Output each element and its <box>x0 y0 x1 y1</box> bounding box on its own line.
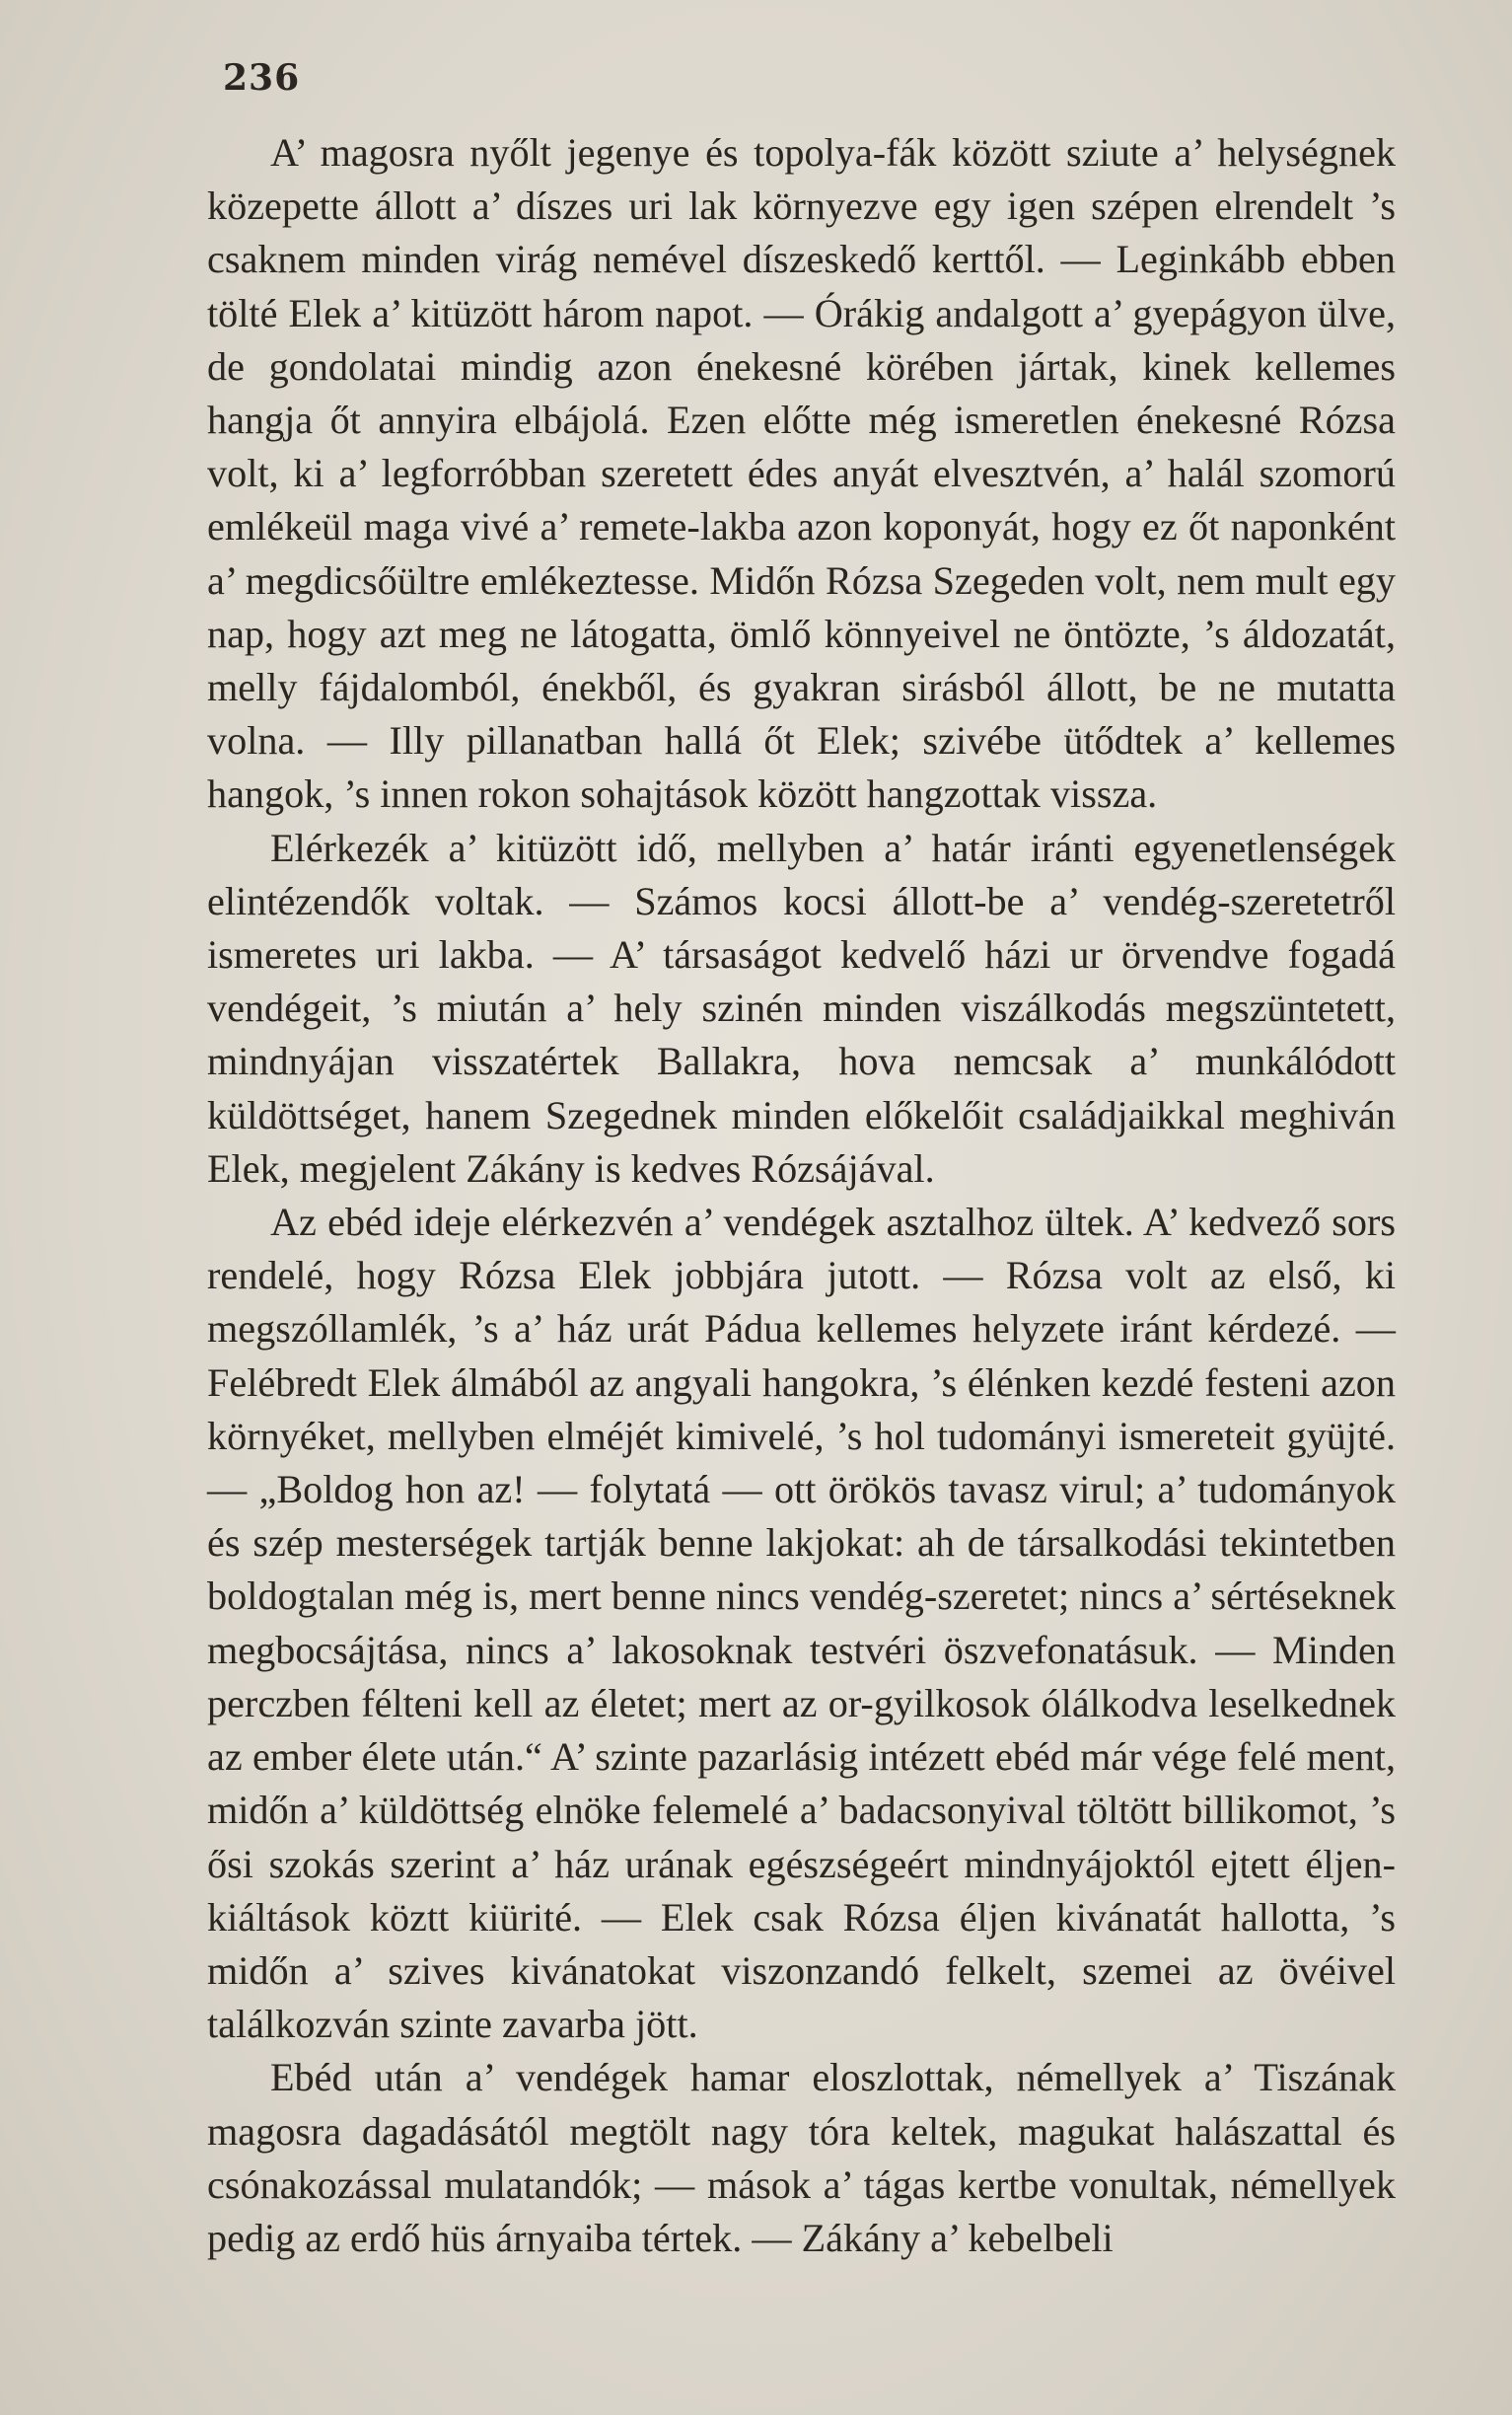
paragraph-1: A’ magosra nyőlt jegenye és topolya-fák között sziute a’ helységnek közepette állott a’ díszes uri lak környezve egy igen szépen elrendelt ’s csaknem minden virág nemével díszeskedő kerttől. — Leginkább ebben tölté Elek a’ kitüzött három napot. — Órákig andalgott a’ gyepágyon ülve, de gondolatai mindig azon énekesné körében jártak, kinek kellemes hangja őt annyira elbájolá. Ezen előtte még ismeretlen énekesné Rózsa volt, ki a’ legforróbban szeretett édes anyát elvesztvén, a’ halál szomorú emlékeül maga vivé a’ remete-lakba azon koponyát, hogy ez őt naponként a’ megdicsőültre emlékeztesse. Midőn Rózsa Szegeden volt, nem mult egy nap, hogy azt meg ne látogatta, ömlő könnyeivel ne öntözte, ’s áldozatát, melly fájdalomból, énekből, és gyakran sirásból állott, be ne mutatta volna. — Illy pillanatban hallá őt Elek; szivébe ütődtek a’ kellemes hangok, ’s innen rokon sohajtások között hangzottak vissza. <box>207 130 1396 817</box>
body-text <box>207 126 1396 2265</box>
paragraph-2: Elérkezék a’ kitüzött idő, mellyben a’ határ iránti egyenetlenségek elintézendők voltak. — Számos kocsi állott-be a’ vendég-szeretetről ismeretes uri lakba. — A’ társaságot kedvelő házi ur örvendve fogadá vendégeit, ’s miután a’ hely szinén minden viszálkodás megszüntetett, mindnyájan visszatértek Ballakra, hova nemcsak a’ munkálódott küldöttséget, hanem Szegednek minden előkelőit családjaikkal meghiván Elek, megjelent Zákány is kedves Rózsájával. <box>207 825 1396 1191</box>
paragraph-3: Az ebéd ideje elérkezvén a’ vendégek asztalhoz ültek. A’ kedvező sors rendelé, hogy Rózsa Elek jobbjára jutott. — Rózsa volt az első, ki megszóllamlék, ’s a’ ház urát Pádua kellemes helyzete iránt kérdezé. — Felébredt Elek álmából az angyali hangokra, ’s élénken kezdé festeni azon környéket, mellyben elméjét kimivelé, ’s hol tudományi ismereteit gyüjté. — „Boldog hon az! — folytatá — ott örökös tavasz virul; a’ tudományok és szép mesterségek tartják benne lakjokat: ah de társalkodási tekintetben boldogtalan még is, mert benne nincs vendég-szeretet; nincs a’ sértéseknek megbocsájtása, nincs a’ lakosoknak testvéri öszvefonatásuk. — Minden perczben félteni kell az életet; mert az or-gyilkosok ólálkodva leselkednek az ember élete után.“ A’ szinte pazarlásig intézett ebéd már vége felé ment, midőn a’ küldöttség elnöke felemelé a’ badacsonyival töltött billikomot, ’s ősi szokás szerint a’ ház urának egészségeért mindnyájoktól ejtett éljen-kiáltások köztt kiürité. — Elek csak Rózsa éljen kivánatát hallotta, ’s midőn a’ szives kivánatokat viszonzandó felkelt, szemei az övéivel találkozván szinte zavarba jött. <box>207 1200 1396 2047</box>
page-number: 236 <box>223 57 301 99</box>
paragraph-4: Ebéd után a’ vendégek hamar eloszlottak, némellyek a’ Tiszának magosra dagadásától megtölt nagy tóra keltek, magukat halászattal és csónakozással mulatandók; — mások a’ tágas kertbe vonultak, némellyek pedig az erdő hüs árnyaiba tértek. — Zákány a’ kebelbeli <box>207 2055 1396 2260</box>
